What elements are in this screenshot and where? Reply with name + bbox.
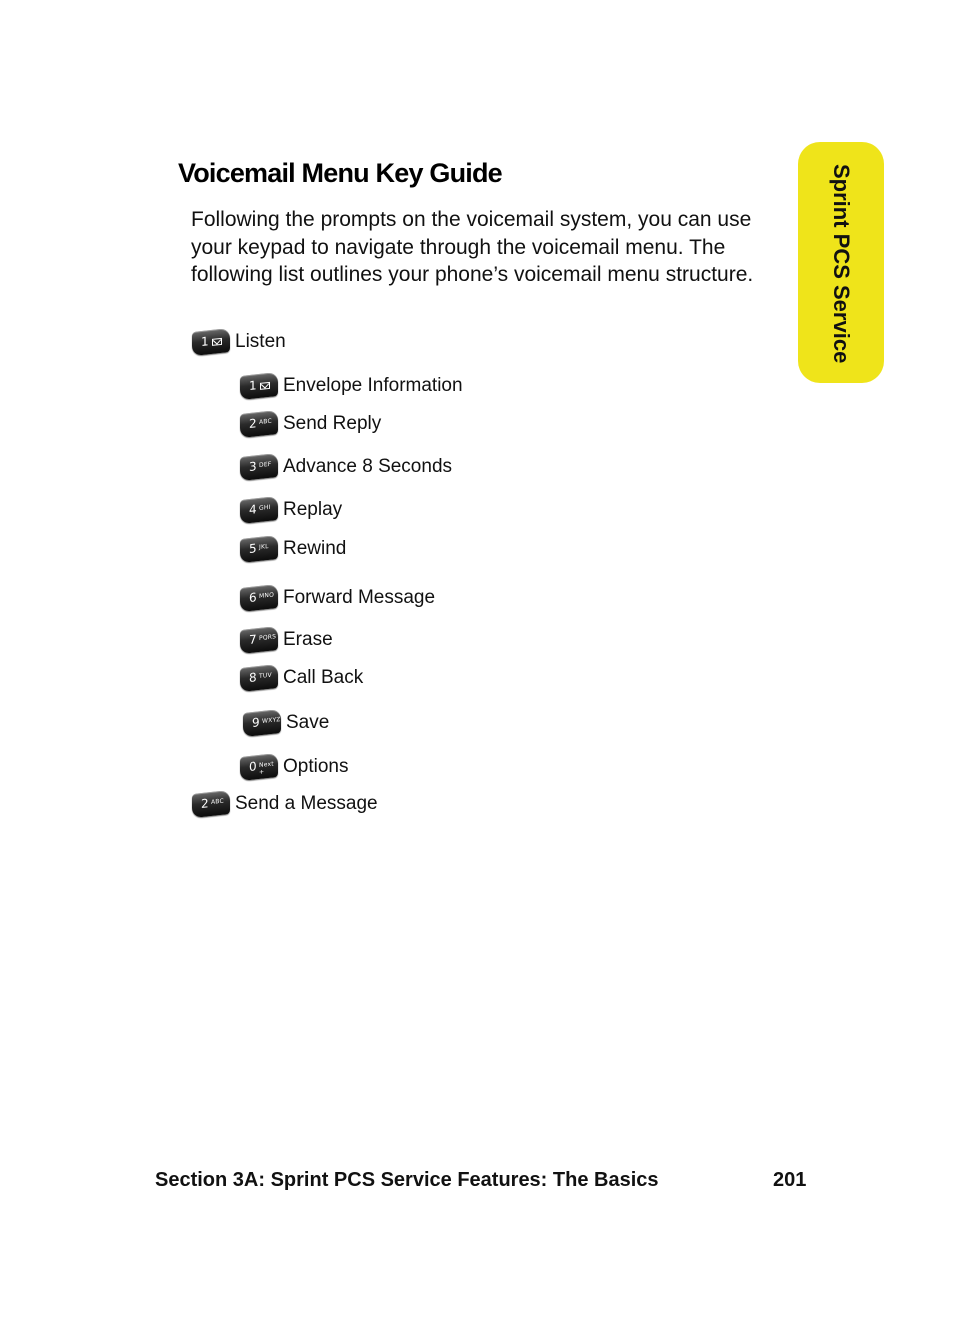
menu-item-listen: [192, 330, 286, 354]
envelope-icon: [260, 382, 270, 390]
key-4-icon: 4 GHI: [240, 496, 278, 524]
key-5-icon: 5 JKL: [240, 535, 278, 563]
menu-item-advance-8-seconds: [240, 455, 452, 479]
section-tab: [798, 142, 884, 383]
section-tab-label: Sprint PCS Service: [829, 164, 854, 364]
key-2-icon: 2 ABC: [240, 410, 278, 438]
menu-item-replay: [240, 498, 342, 522]
menu-item-send-reply: [240, 412, 381, 436]
menu-item-save: [243, 711, 329, 735]
key-1-icon: 1: [240, 372, 278, 400]
menu-item-call-back: [240, 666, 363, 690]
envelope-icon: [212, 338, 222, 346]
key-7-icon: 7 PQRS: [240, 626, 278, 654]
menu-item-label: Rewind: [283, 538, 347, 559]
key-9-icon: 9 WXYZ: [243, 709, 281, 737]
menu-item-label: Send a Message: [235, 793, 378, 814]
key-6-icon: 6 MNO: [240, 584, 278, 612]
intro-paragraph: Following the prompts on the voicemail system, you can use your keypad to navigate through the voicemail menu. The following list outlines your phone’s voicemail menu structure.: [191, 208, 754, 286]
page-title: Voicemail Menu Key Guide: [178, 158, 502, 188]
menu-item-forward-message: [240, 586, 435, 610]
menu-item-label: Call Back: [283, 667, 364, 688]
menu-item-label: Replay: [283, 499, 343, 520]
menu-item-label: Erase: [283, 629, 333, 650]
key-1-icon: 1: [192, 328, 230, 356]
key-0-icon: 0 Next +: [240, 753, 278, 781]
menu-item-label: Listen: [235, 331, 286, 352]
menu-item-label: Options: [283, 756, 349, 777]
key-3-icon: 3 DEF: [240, 453, 278, 481]
menu-item-label: Save: [286, 712, 330, 733]
menu-item-label: Advance 8 Seconds: [283, 456, 453, 477]
menu-item-send-a-message: [192, 792, 378, 816]
key-8-icon: 8 TUV: [240, 664, 278, 692]
menu-item-options: [240, 755, 348, 779]
menu-item-label: Envelope Information: [283, 375, 463, 396]
key-2-icon: 2 ABC: [192, 790, 230, 818]
menu-item-envelope-information: [240, 374, 463, 398]
menu-item-label: Forward Message: [283, 587, 436, 608]
footer-section-title: Section 3A: Sprint PCS Service Features: The Basics: [155, 1169, 659, 1191]
menu-item-rewind: [240, 537, 346, 561]
menu-item-erase: [240, 628, 333, 652]
page-number: 201: [773, 1169, 807, 1191]
menu-item-label: Send Reply: [283, 413, 382, 434]
